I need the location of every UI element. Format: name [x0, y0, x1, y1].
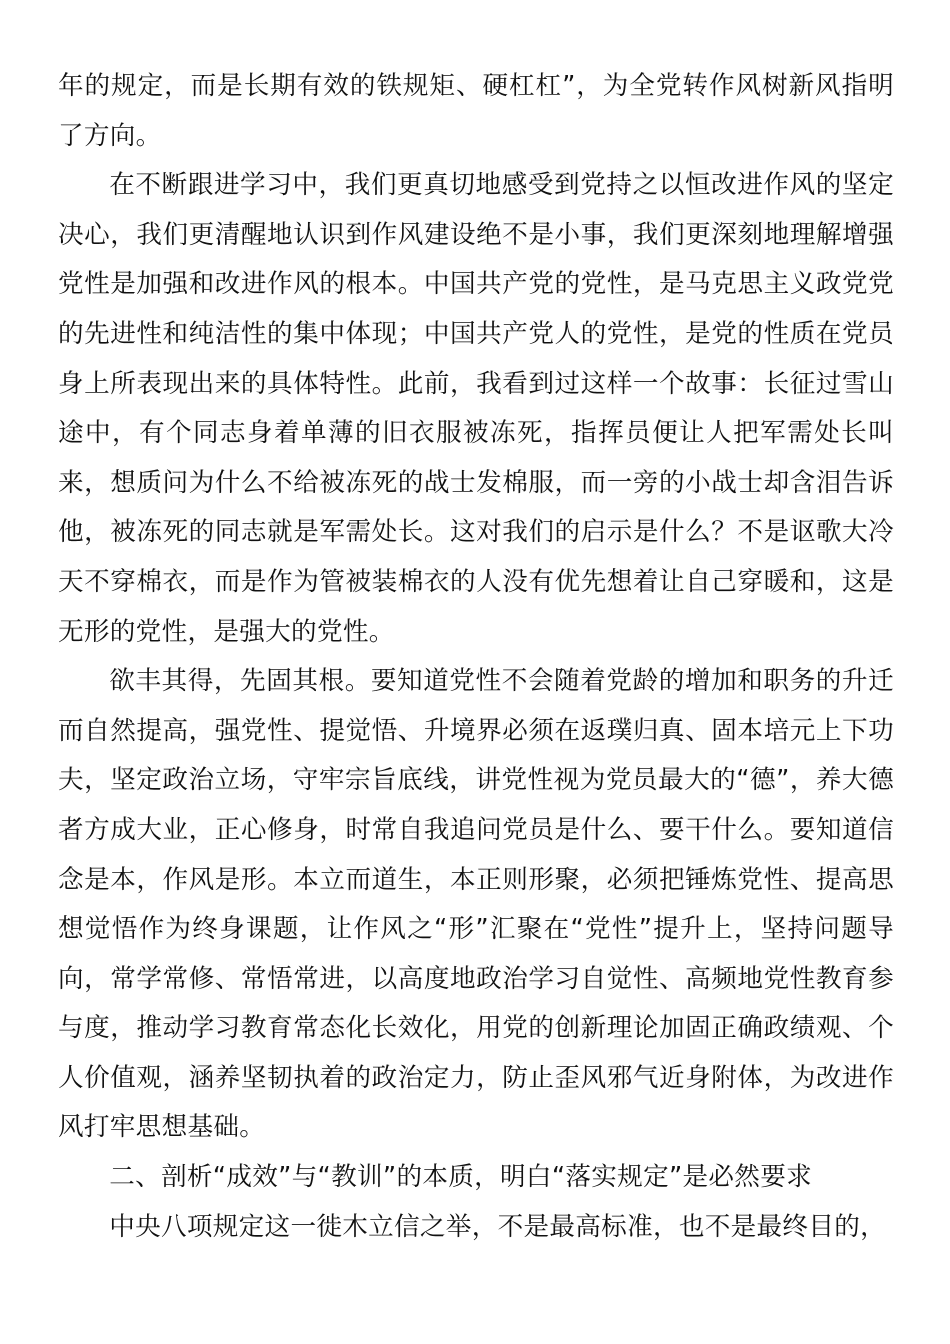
paragraph-continuation: 年的规定，而是长期有效的铁规矩、硬杠杠”，为全党转作风树新风指明了方向。 — [58, 71, 894, 151]
section-heading-two: 二、剖析“成效”与“教训”的本质，明白“落实规定”是必然要求 — [109, 1162, 812, 1193]
paragraph-eight-provisions: 中央八项规定这一徙木立信之举，不是最高标准，也不是最终目的， — [109, 1211, 887, 1242]
document-page — [58, 62, 894, 1252]
paragraph-party-spirit-reflection: 在不断跟进学习中，我们更真切地感受到党持之以恒改进作风的坚定决心，我们更清醒地认识到作风建设绝不是小事，我们更深刻地理解增强党性是加强和改进作风的根本。中国共产党的党性，是马克思主义政党党的先进性和纯洁性的集中体现；中国共产党人的党性，是党的性质在党员身上所表现出来的具体特性。此前，我看到过这样一个故事：长征过雪山途中，有个同志身着单薄的旧衣服被冻死，指挥员便让人把军需处长叫来，想质问为什么不给被冻死的战士发棉服，而一旁的小战士却含泪告诉他，被冻死的同志就是军需处长。这对我们的启示是什么？不是讴歌大冷天不穿棉衣，而是作为管被装棉衣的人没有优先想着让自己穿暖和，这是无形的党性，是强大的党性。 — [58, 170, 894, 647]
paragraph-strengthen-roots: 欲丰其得，先固其根。要知道党性不会随着党龄的增加和职务的升迁而自然提高，强党性、提觉悟、升境界必须在返璞归真、固本培元上下功夫，坚定政治立场，守牢宗旨底线，讲党性视为党员最大的“德”，养大德者方成大业，正心修身，时常自我追问党员是什么、要干什么。要知道信念是本，作风是形。本立而道生，本正则形聚，必须把锤炼党性、提高思想觉悟作为终身课题，让作风之“形”汇聚在“党性”提升上，坚持问题导向，常学常修、常悟常进，以高度地政治学习自觉性、高频地党性教育参与度，推动学习教育常态化长效化，用党的创新理论加固正确政绩观、个人价值观，涵养坚韧执着的政治定力，防止歪风邪气近身附体，为改进作风打牢思想基础。 — [58, 666, 894, 1143]
